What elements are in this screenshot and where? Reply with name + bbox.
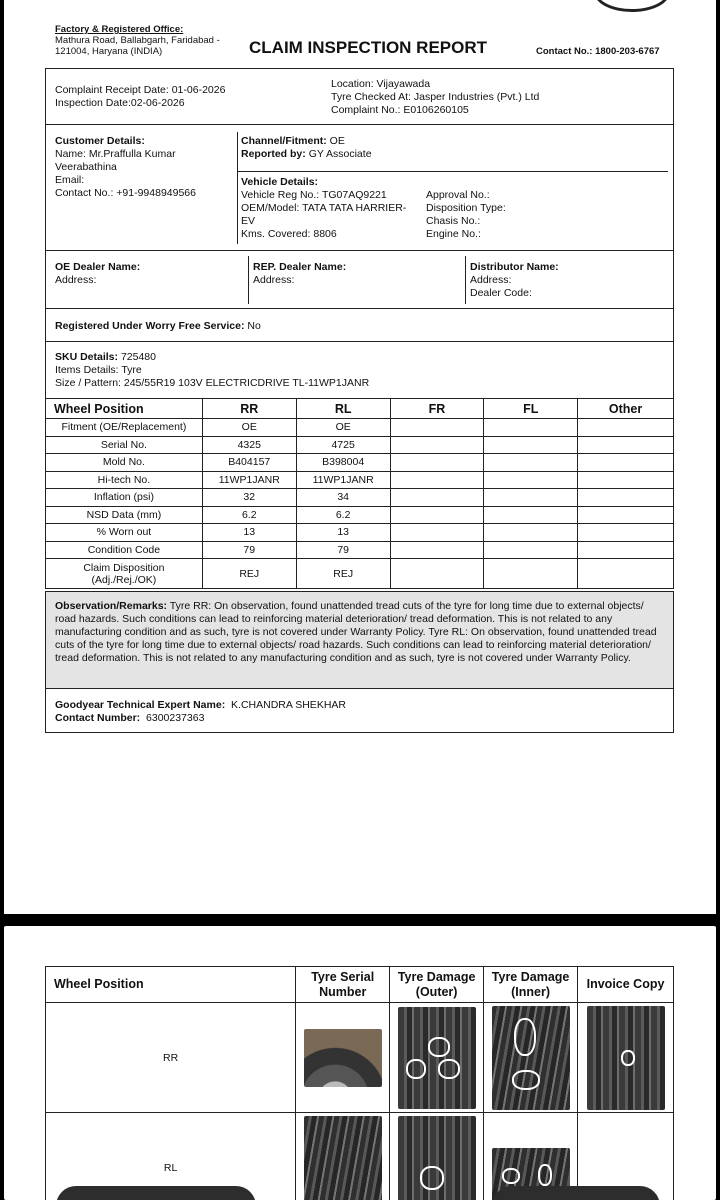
oe-dealer: [55, 261, 140, 287]
inspection-date: Inspection Date:02-06-2026: [55, 97, 185, 109]
office-block: [55, 24, 220, 57]
wheel-cell: [390, 489, 484, 507]
complaint-receipt-date: Complaint Receipt Date: 01-06-2026: [55, 84, 226, 96]
wheel-cell: [484, 436, 578, 454]
vehicle-oem-line-1: OEM/Model: TATA TATA HARRIER-: [241, 202, 407, 214]
sku-value: 725480: [120, 351, 156, 363]
wheel-row-label: Fitment (OE/Replacement): [46, 419, 203, 437]
vehicle-details: [241, 176, 431, 241]
channel-label: Channel/Fitment:: [241, 135, 327, 147]
invoice-photo-cell: [578, 1003, 674, 1113]
wheel-table-row: [46, 506, 674, 524]
wheel-row-label: % Worn out: [46, 524, 203, 542]
outer-damage-photo-image[interactable]: [398, 1116, 476, 1200]
observation-section: [45, 591, 674, 689]
inner-damage-photo-image[interactable]: [492, 1006, 570, 1110]
wheel-cell: 11WP1JANR: [202, 471, 296, 489]
office-address-line-2: 121004, Haryana (INDIA): [55, 46, 163, 57]
wheel-cell: [390, 419, 484, 437]
worry-free-line: [55, 320, 261, 333]
photo-header-outer: Tyre Damage (Outer): [390, 967, 484, 1003]
wheel-cell: B404157: [202, 454, 296, 472]
customer-name-line-1: Name: Mr.Praffulla Kumar: [55, 148, 176, 160]
vehicle-reg-no: Vehicle Reg No.: TG07AQ9221: [241, 189, 387, 201]
wheel-table-body: [46, 419, 674, 589]
wheel-cell: [578, 454, 674, 472]
customer-heading: Customer Details:: [55, 135, 145, 147]
wheel-cell: [484, 419, 578, 437]
wheel-cell: 32: [202, 489, 296, 507]
expert-contact-value: 6300237363: [146, 712, 205, 724]
report-page-1: [4, 0, 716, 914]
sku-section: [45, 341, 674, 399]
wheel-cell: 79: [296, 541, 390, 559]
expert-details: [55, 699, 346, 725]
vehicle-oem-line-2: EV: [241, 215, 256, 227]
wheel-cell: [484, 454, 578, 472]
wheel-cell: 79: [202, 541, 296, 559]
wheel-cell: [390, 524, 484, 542]
channel-value: OE: [329, 135, 345, 147]
photo-header-invoice: Invoice Copy: [578, 967, 674, 1003]
wheel-cell: [578, 506, 674, 524]
wheel-row-label: Condition Code: [46, 541, 203, 559]
items-details: Items Details: Tyre: [55, 364, 142, 376]
wheel-cell: REJ: [296, 559, 390, 589]
wheel-table-row: [46, 489, 674, 507]
serial-photo-image[interactable]: [304, 1029, 382, 1087]
wheel-cell: [390, 541, 484, 559]
photo-table-header-row: [46, 967, 674, 1003]
expert-section: [45, 688, 674, 733]
customer-contact: Contact No.: +91-9948949566: [55, 187, 196, 199]
channel-details: [241, 135, 372, 161]
wheel-cell: [484, 489, 578, 507]
customer-email: Email:: [55, 174, 85, 186]
engine-no: Engine No.:: [426, 228, 481, 240]
photo-header-inner: Tyre Damage (Inner): [484, 967, 578, 1003]
wheel-cell: [390, 559, 484, 589]
serial-photo-cell: [296, 1003, 390, 1113]
wheel-data-table: [45, 398, 674, 589]
wheel-cell: OE: [296, 419, 390, 437]
wheel-table-row: [46, 419, 674, 437]
wheel-cell: 34: [296, 489, 390, 507]
location: Location: Vijayawada: [331, 78, 431, 90]
wheel-row-label: Hi-tech No.: [46, 471, 203, 489]
wheel-cell: [390, 436, 484, 454]
wheel-table-row: [46, 471, 674, 489]
wheel-cell: 6.2: [202, 506, 296, 524]
wheel-cell: [578, 419, 674, 437]
wheel-cell: [484, 559, 578, 589]
wheel-cell: 4725: [296, 436, 390, 454]
tyre-checked-at: Tyre Checked At: Jasper Industries (Pvt.) Ltd: [331, 91, 540, 103]
receipt-dates: [55, 84, 225, 110]
worry-free-value: No: [247, 320, 261, 332]
office-title: Factory & Registered Office:: [55, 24, 184, 35]
rep-dealer-address: Address:: [253, 274, 295, 286]
rep-dealer: [253, 261, 346, 287]
photo-row-rr: [46, 1003, 674, 1113]
oe-dealer-name: OE Dealer Name:: [55, 261, 141, 273]
photo-row-position: RL: [46, 1113, 296, 1200]
distributor: [470, 261, 559, 300]
expert-contact-label: Contact Number:: [55, 712, 141, 724]
approval-no: Approval No.:: [426, 189, 490, 201]
photo-table: [45, 966, 674, 1200]
contact-number: Contact No.: 1800-203-6767: [536, 46, 660, 57]
wheel-cell: REJ: [202, 559, 296, 589]
chasis-no: Chasis No.:: [426, 215, 481, 227]
header-rr: RR: [202, 399, 296, 419]
serial-photo-image[interactable]: [304, 1116, 382, 1200]
photo-header-wheel-position: Wheel Position: [46, 967, 296, 1003]
vehicle-heading: Vehicle Details:: [241, 176, 319, 188]
wheel-row-label: Claim Disposition (Adj./Rej./OK): [46, 559, 203, 589]
wheel-table-row: [46, 541, 674, 559]
header-fl: FL: [484, 399, 578, 419]
wheel-cell: 11WP1JANR: [296, 471, 390, 489]
wheel-cell: 6.2: [296, 506, 390, 524]
photo-row-position: RR: [46, 1003, 296, 1113]
wheel-cell: [578, 489, 674, 507]
vehicle-extra-details: [426, 189, 506, 241]
worry-free-label: Registered Under Worry Free Service:: [55, 320, 245, 332]
dealer-code: Dealer Code:: [470, 287, 532, 299]
overlay-pill-right[interactable]: [492, 1186, 660, 1200]
wheel-cell: [484, 506, 578, 524]
disposition-type: Disposition Type:: [426, 202, 506, 214]
expert-name-label: Goodyear Technical Expert Name:: [55, 699, 226, 711]
goodyear-logo-icon: [594, 0, 670, 12]
wheel-cell: [578, 541, 674, 559]
wheel-cell: 13: [296, 524, 390, 542]
report-page-2: [4, 926, 716, 1200]
wheel-cell: [484, 524, 578, 542]
wheel-row-label: Mold No.: [46, 454, 203, 472]
customer-name-line-2: Veerabathina: [55, 161, 117, 173]
wheel-cell: OE: [202, 419, 296, 437]
rep-dealer-name: REP. Dealer Name:: [253, 261, 347, 273]
wheel-table-row: [46, 436, 674, 454]
header-other: Other: [578, 399, 674, 419]
outer-damage-photo-cell: [390, 1113, 484, 1200]
wheel-table-row: [46, 454, 674, 472]
wheel-table-row: [46, 524, 674, 542]
customer-details: [55, 135, 196, 200]
wheel-row-label: Serial No.: [46, 436, 203, 454]
sku-details: [55, 351, 369, 390]
receipt-location-block: [331, 78, 539, 117]
receipt-section: [45, 68, 674, 125]
wheel-cell: B398004: [296, 454, 390, 472]
wheel-table-row: [46, 559, 674, 589]
wheel-cell: [578, 436, 674, 454]
observation-text: Tyre RR: On observation, found unattended tread cuts of the tyre for long time due to external objects/ road hazards. Such conditions can lead to reinforcing material deterioration/ tread deformation. This is not related to any manufacturing condition and as such, tyre is not covered under Warranty Policy. Tyre RL: On observation, found unattended tread cuts of the tyre for long time due to external objects/ road hazards. Such conditions can lead to reinforcing material deterioration/ tread deformation. This is not related to any manufacturing condition and as such, tyre is not covered under Warranty Policy.: [55, 600, 657, 664]
complaint-no: Complaint No.: E0106260105: [331, 104, 469, 116]
wheel-cell: [390, 471, 484, 489]
wheel-cell: [484, 541, 578, 559]
distributor-address: Address:: [470, 274, 512, 286]
wheel-cell: [578, 471, 674, 489]
distributor-name: Distributor Name:: [470, 261, 559, 273]
worry-free-section: [45, 308, 674, 342]
expert-name-value: K.CHANDRA SHEKHAR: [231, 699, 346, 711]
wheel-cell: 13: [202, 524, 296, 542]
overlay-pill-left[interactable]: [56, 1186, 256, 1200]
oe-dealer-address: Address:: [55, 274, 97, 286]
wheel-cell: 4325: [202, 436, 296, 454]
wheel-cell: [484, 471, 578, 489]
size-pattern: Size / Pattern: 245/55R19 103V ELECTRICDRIVE TL-11WP1JANR: [55, 377, 370, 389]
reported-by-label: Reported by:: [241, 148, 306, 160]
wheel-cell: [390, 506, 484, 524]
header-wheel-position: Wheel Position: [46, 399, 203, 419]
report-title: CLAIM INSPECTION REPORT: [249, 38, 488, 57]
wheel-row-label: NSD Data (mm): [46, 506, 203, 524]
vehicle-kms: Kms. Covered: 8806: [241, 228, 337, 240]
outer-damage-photo-cell: [390, 1003, 484, 1113]
wheel-table-header-row: [46, 399, 674, 419]
dealer-section: [45, 250, 674, 309]
reported-by-value: GY Associate: [308, 148, 372, 160]
wheel-cell: [390, 454, 484, 472]
invoice-photo-image[interactable]: [587, 1006, 665, 1110]
wheel-row-label: Inflation (psi): [46, 489, 203, 507]
wheel-cell: [578, 524, 674, 542]
inner-damage-photo-cell: [484, 1003, 578, 1113]
header-fr: FR: [390, 399, 484, 419]
outer-damage-photo-image[interactable]: [398, 1007, 476, 1109]
header-rl: RL: [296, 399, 390, 419]
customer-vehicle-section: [45, 124, 674, 251]
serial-photo-cell: [296, 1113, 390, 1200]
office-address-line-1: Mathura Road, Ballabgarh, Faridabad -: [55, 35, 220, 46]
photo-header-serial: Tyre Serial Number: [296, 967, 390, 1003]
observation-label: Observation/Remarks:: [55, 600, 168, 612]
wheel-cell: [578, 559, 674, 589]
sku-label: SKU Details:: [55, 351, 119, 363]
